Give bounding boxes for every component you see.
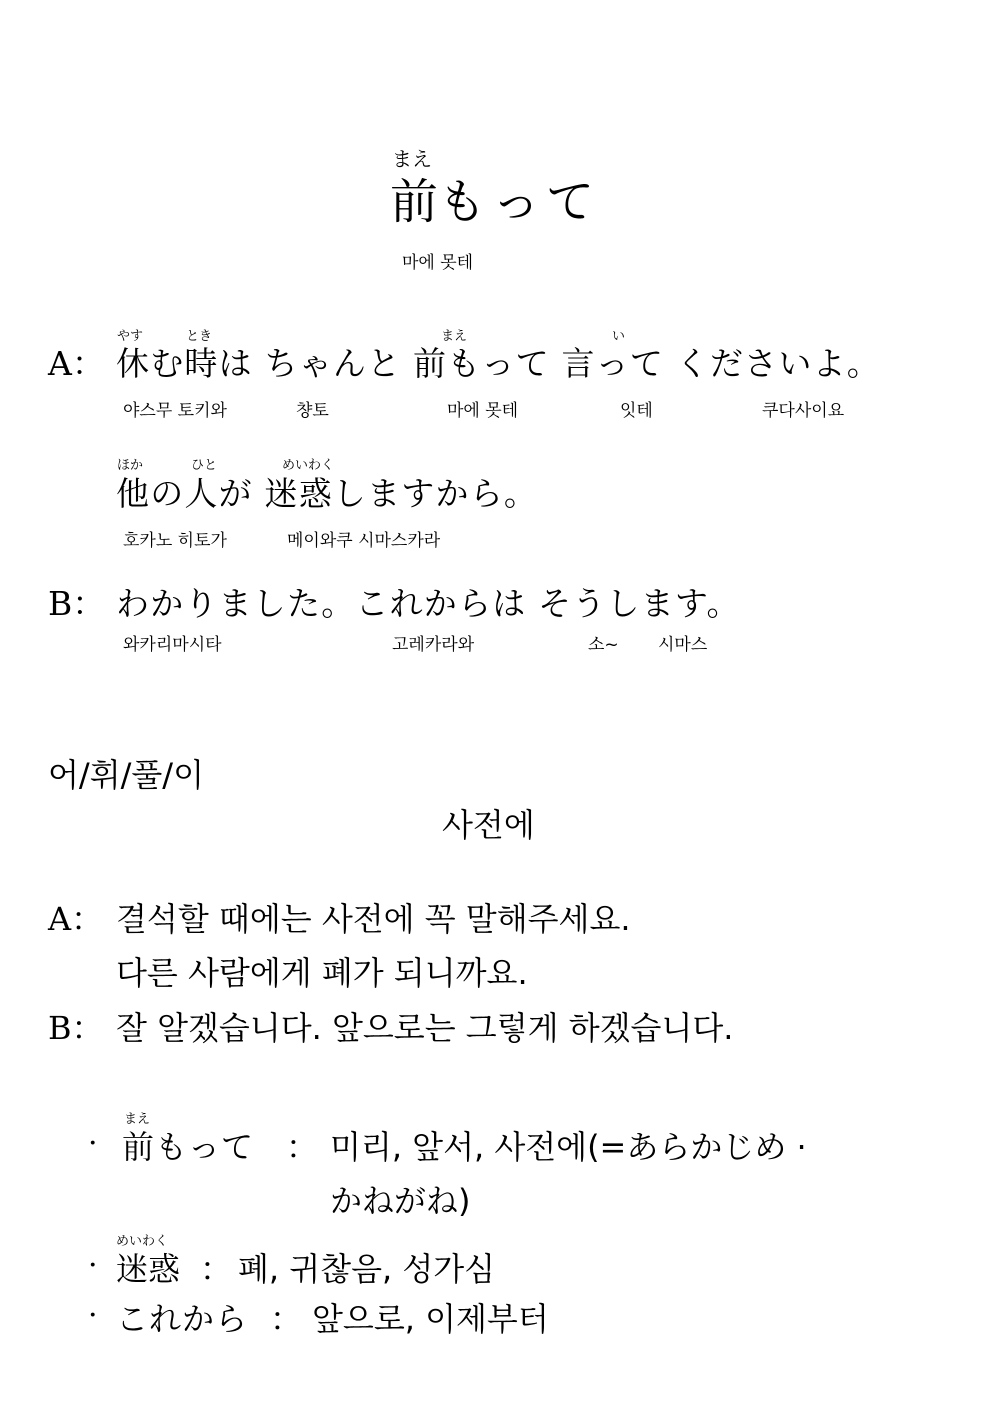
- reading-a1-4: 쿠다사이요: [762, 401, 845, 421]
- dialogue-b-label: B：: [48, 584, 106, 623]
- ruby-toki: とき: [186, 329, 213, 344]
- vocab-sep-1: ：: [200, 1250, 233, 1288]
- title-ruby: まえ: [392, 147, 432, 171]
- reading-b-3: 시마스: [658, 635, 708, 655]
- dialogue-b-line: わかりました。これからは そうします。: [116, 584, 741, 623]
- vocab-sep-0: ：: [286, 1128, 319, 1166]
- translation-b-line: 잘 알겠습니다. 앞으로는 그렇게 하겠습니다.: [116, 1009, 734, 1047]
- vocab-ruby-1: めいわく: [116, 1234, 169, 1249]
- title-rest: もって: [438, 174, 601, 230]
- vocab-ruby-0: まえ: [124, 1112, 151, 1127]
- ruby-hoka: ほか: [117, 458, 144, 473]
- ruby-mae: まえ: [441, 329, 468, 344]
- ruby-hito: ひと: [191, 458, 218, 473]
- reading-a1-2: 마에 못테: [447, 401, 519, 421]
- translation-a-line2: 다른 사람에게 폐가 되니까요.: [116, 954, 528, 992]
- vocab-sep-2: ：: [270, 1300, 303, 1338]
- vocab-term-2: これから: [116, 1300, 249, 1338]
- reading-a1-3: 잇테: [620, 401, 653, 421]
- translation-title: 사전에: [442, 806, 535, 844]
- vocab-bullet-1: ·: [88, 1248, 98, 1283]
- page-title: [390, 163, 600, 232]
- ruby-meiwaku: めいわく: [282, 458, 335, 473]
- dialogue-a-line2: 他の人が 迷惑しますから。: [116, 474, 539, 513]
- vocab-meaning2-0: かねがね): [330, 1182, 471, 1220]
- vocab-term-1: 迷惑: [116, 1250, 181, 1288]
- vocab-bullet-2: ·: [88, 1298, 98, 1333]
- translation-b-label: B：: [48, 1009, 104, 1047]
- vocab-header: 어/휘/풀/이: [48, 756, 204, 794]
- title-reading: 마에 못테: [402, 253, 474, 273]
- reading-a2-0: 호카노 히토가: [123, 531, 227, 551]
- vocab-meaning-2: 앞으로, 이제부터: [312, 1300, 549, 1338]
- dialogue-a-line1: 休む時は ちゃんと 前もって 言って くださいよ。: [116, 344, 881, 383]
- reading-b-1: 고레카라와: [392, 635, 475, 655]
- title-kanji: 前: [390, 174, 439, 230]
- reading-a1-1: 챵토: [296, 401, 329, 421]
- reading-b-0: 와카리마시타: [123, 635, 222, 655]
- reading-a1-0: 야스무 토키와: [123, 401, 227, 421]
- vocab-term-0: 前もって: [122, 1128, 255, 1166]
- translation-a-line1: 결석할 때에는 사전에 꼭 말해주세요.: [116, 900, 631, 938]
- vocab-bullet-0: ·: [88, 1126, 98, 1161]
- translation-a-label: A：: [48, 900, 104, 938]
- reading-b-2: 소~: [588, 635, 619, 655]
- reading-a2-1: 메이와쿠 시마스카라: [287, 531, 441, 551]
- ruby-yasu: やす: [117, 329, 144, 344]
- vocab-meaning-1: 폐, 귀찮음, 성가심: [238, 1250, 496, 1288]
- ruby-i: い: [612, 329, 626, 344]
- vocab-meaning-0: 미리, 앞서, 사전에(=あらかじめ ·: [330, 1128, 807, 1166]
- dialogue-a-label: A：: [48, 344, 105, 383]
